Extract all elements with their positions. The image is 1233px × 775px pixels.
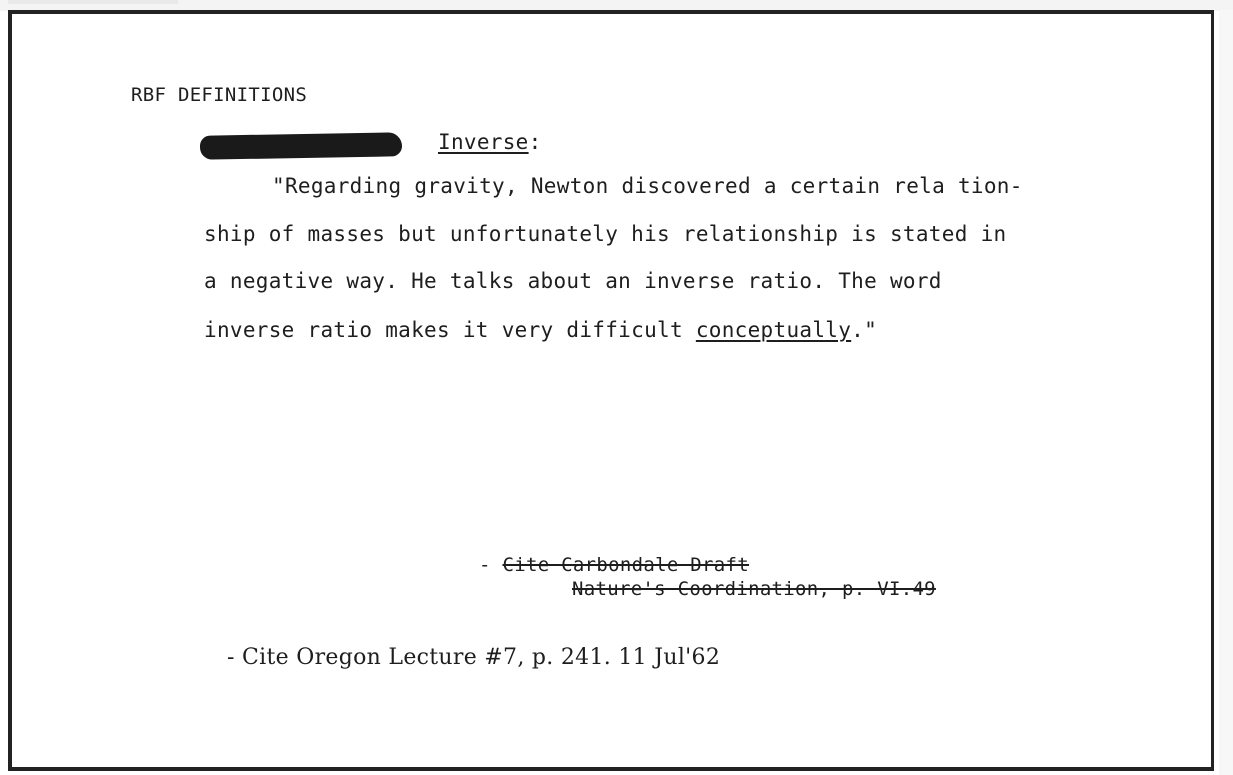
quote-line-3: a negative way. He talks about an inverse ratio. The word [204,269,942,293]
quote-line-4 [204,318,877,342]
scan-right-edge [1219,10,1233,775]
quote-emphasis: conceptually [695,318,852,342]
struck-citation-page: , p. VI.49 [818,578,936,600]
quote-line-4-suffix: ." [851,318,878,342]
struck-citation-title: Nature's Coordination [572,578,819,600]
struck-citation-line-1 [479,554,749,576]
term-colon: : [528,130,542,154]
struck-citation-source: Cite Carbondale Draft [502,554,750,576]
quote-line-2: ship of masses but unfortunately his relationship is stated in [204,222,1007,246]
struck-citation-line-2 [572,578,936,600]
card-heading: RBF DEFINITIONS [131,84,308,106]
struck-citation-dash: - [479,554,503,576]
scan-artifact [8,0,178,4]
term-word: Inverse [438,130,529,154]
quote-line-1: "Regarding gravity, Newton discovered a certain rela tion- [272,174,1023,198]
redaction-mark [200,132,402,160]
quote-line-4-prefix: inverse ratio makes it very difficult [204,318,696,342]
definition-term [438,130,542,154]
active-citation: - Cite Oregon Lecture #7, p. 241. 11 Jul'62 [227,645,721,670]
